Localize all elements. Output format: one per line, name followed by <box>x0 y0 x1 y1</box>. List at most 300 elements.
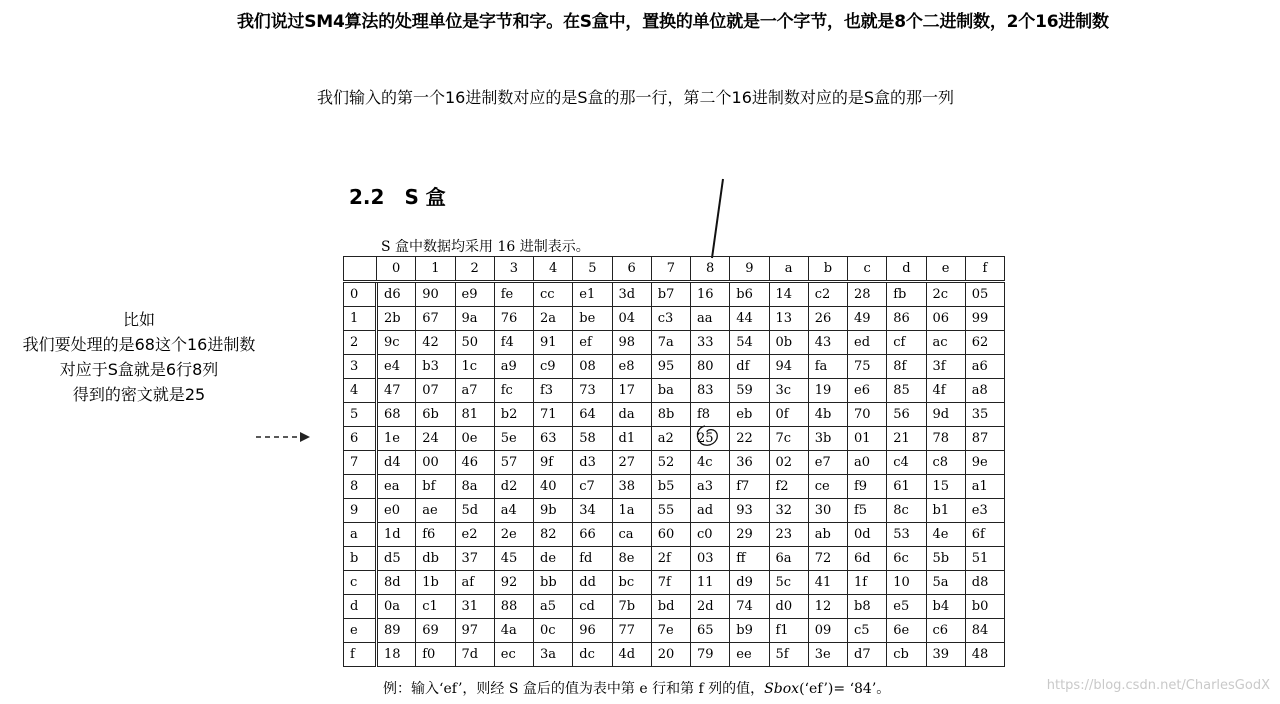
sbox-cell: cb <box>887 643 926 667</box>
sbox-cell: f6 <box>416 523 455 547</box>
sbox-cell: ed <box>848 331 887 355</box>
sbox-cell: 91 <box>534 331 573 355</box>
sbox-cell: b1 <box>926 499 965 523</box>
sbox-cell: 12 <box>808 595 847 619</box>
sbox-cell: 21 <box>887 427 926 451</box>
sbox-cell: e3 <box>965 499 1004 523</box>
sbox-cell: 9d <box>926 403 965 427</box>
sbox-cell: 13 <box>769 307 808 331</box>
sbox-cell: 10 <box>887 571 926 595</box>
table-caption: S 盒中数据均采用 16 进制表示。 <box>381 239 590 255</box>
sbox-cell: 08 <box>573 355 612 379</box>
sbox-column-header: 3 <box>494 257 533 282</box>
sbox-cell: ca <box>612 523 651 547</box>
sbox-cell: 76 <box>494 307 533 331</box>
sbox-cell: d0 <box>769 595 808 619</box>
sbox-cell: aa <box>691 307 730 331</box>
sbox-cell: 0c <box>534 619 573 643</box>
sbox-cell: e2 <box>455 523 494 547</box>
sbox-cell: 85 <box>887 379 926 403</box>
intro-line-1: 我们说过SM4算法的处理单位是字节和字。在S盒中，置换的单位就是一个字节，也就是8个二进制数，2个16进制数 <box>237 12 1109 32</box>
sbox-cell: 64 <box>573 403 612 427</box>
sbox-row-header: 2 <box>344 331 377 355</box>
sbox-cell: b8 <box>848 595 887 619</box>
sbox-column-header: 2 <box>455 257 494 282</box>
sbox-cell: 1e <box>377 427 416 451</box>
sbox-cell: 97 <box>455 619 494 643</box>
sbox-cell: 25 <box>691 427 730 451</box>
sbox-cell: 82 <box>534 523 573 547</box>
sbox-cell: fb <box>887 282 926 307</box>
sbox-cell: a3 <box>691 475 730 499</box>
note-line: 比如 <box>122 310 155 329</box>
sbox-cell: b9 <box>730 619 769 643</box>
sbox-cell: 15 <box>926 475 965 499</box>
sbox-column-header: 4 <box>534 257 573 282</box>
sbox-cell: ef <box>573 331 612 355</box>
sbox-cell: 03 <box>691 547 730 571</box>
sbox-cell: 7c <box>769 427 808 451</box>
sbox-cell: dd <box>573 571 612 595</box>
sbox-row-header: a <box>344 523 377 547</box>
example-line <box>383 678 890 698</box>
sbox-cell: 3b <box>808 427 847 451</box>
sbox-row-header: 7 <box>344 451 377 475</box>
sbox-cell: f0 <box>416 643 455 667</box>
sbox-cell: e5 <box>887 595 926 619</box>
sbox-cell: 23 <box>769 523 808 547</box>
sbox-column-header: 0 <box>377 257 416 282</box>
sbox-cell: a7 <box>455 379 494 403</box>
sbox-cell: 96 <box>573 619 612 643</box>
sbox-cell: 37 <box>455 547 494 571</box>
sbox-cell: 48 <box>965 643 1004 667</box>
sbox-cell: 33 <box>691 331 730 355</box>
sbox-cell: 80 <box>691 355 730 379</box>
sbox-cell: f1 <box>769 619 808 643</box>
sbox-cell: 0b <box>769 331 808 355</box>
sbox-cell: ee <box>730 643 769 667</box>
sbox-row <box>344 595 1005 619</box>
sbox-cell: 74 <box>730 595 769 619</box>
sbox-cell: 6b <box>416 403 455 427</box>
sbox-cell: 57 <box>494 451 533 475</box>
sbox-row-header: c <box>344 571 377 595</box>
sbox-row-header: 3 <box>344 355 377 379</box>
sbox-cell: ba <box>651 379 690 403</box>
sbox-row <box>344 475 1005 499</box>
sbox-cell: d4 <box>377 451 416 475</box>
sbox-cell: 35 <box>965 403 1004 427</box>
sbox-column-header: a <box>769 257 808 282</box>
sbox-cell: 99 <box>965 307 1004 331</box>
sbox-cell: 5b <box>926 547 965 571</box>
sbox-cell: 77 <box>612 619 651 643</box>
sbox-cell: 1a <box>612 499 651 523</box>
sbox-cell: 71 <box>534 403 573 427</box>
sbox-cell: d3 <box>573 451 612 475</box>
sbox-cell: 4d <box>612 643 651 667</box>
sbox-cell: 81 <box>455 403 494 427</box>
sbox-row-header: b <box>344 547 377 571</box>
sbox-cell: b0 <box>965 595 1004 619</box>
sbox-cell: 73 <box>573 379 612 403</box>
example-text-1: 例：输入‘ef’，则经 S 盒后的值为表中第 e 行和第 f 列的值， <box>383 681 765 697</box>
sbox-cell: 3c <box>769 379 808 403</box>
sbox-cell: 6e <box>887 619 926 643</box>
sbox-cell: a6 <box>965 355 1004 379</box>
sbox-cell: a9 <box>494 355 533 379</box>
sbox-cell: 72 <box>808 547 847 571</box>
sbox-cell: b4 <box>926 595 965 619</box>
sbox-cell: 4e <box>926 523 965 547</box>
sbox-cell: a2 <box>651 427 690 451</box>
sbox-cell: 43 <box>808 331 847 355</box>
sbox-cell: 02 <box>769 451 808 475</box>
sbox-cell: 98 <box>612 331 651 355</box>
sbox-cell: e9 <box>455 282 494 307</box>
sbox-cell: fa <box>808 355 847 379</box>
sbox-cell: a5 <box>534 595 573 619</box>
sbox-cell: b5 <box>651 475 690 499</box>
example-note <box>0 307 278 407</box>
sbox-cell: 87 <box>965 427 1004 451</box>
sbox-cell: 90 <box>416 282 455 307</box>
sbox-cell: 06 <box>926 307 965 331</box>
sbox-column-header: 8 <box>691 257 730 282</box>
sbox-row <box>344 403 1005 427</box>
sbox-cell: 3a <box>534 643 573 667</box>
sbox-cell: 84 <box>965 619 1004 643</box>
sbox-cell: 2f <box>651 547 690 571</box>
sbox-cell: 2d <box>691 595 730 619</box>
sbox-column-header: 1 <box>416 257 455 282</box>
sbox-cell: 86 <box>887 307 926 331</box>
sbox-cell: ec <box>494 643 533 667</box>
sbox-cell: 66 <box>573 523 612 547</box>
sbox-cell: d1 <box>612 427 651 451</box>
sbox-cell: cd <box>573 595 612 619</box>
sbox-cell: 44 <box>730 307 769 331</box>
sbox-cell: 6f <box>965 523 1004 547</box>
sbox-row <box>344 331 1005 355</box>
sbox-cell: 59 <box>730 379 769 403</box>
sbox-cell: ce <box>808 475 847 499</box>
sbox-cell: 28 <box>848 282 887 307</box>
sbox-cell: 94 <box>769 355 808 379</box>
watermark: https://blog.csdn.net/CharlesGodX <box>1046 678 1270 693</box>
sbox-cell: e6 <box>848 379 887 403</box>
dashed-arrow-icon <box>254 430 314 444</box>
sbox-cell: 3f <box>926 355 965 379</box>
sbox-row-header: 8 <box>344 475 377 499</box>
section-number: 2.2 <box>349 185 385 209</box>
sbox-row <box>344 307 1005 331</box>
sbox-row-header: e <box>344 619 377 643</box>
sbox-cell: f3 <box>534 379 573 403</box>
sbox-cell: 89 <box>377 619 416 643</box>
sbox-cell: d2 <box>494 475 533 499</box>
sbox-cell: 2a <box>534 307 573 331</box>
sbox-cell: 83 <box>691 379 730 403</box>
sbox-cell: 3d <box>612 282 651 307</box>
sbox-cell: b7 <box>651 282 690 307</box>
sbox-cell: 8f <box>887 355 926 379</box>
sbox-cell: 67 <box>416 307 455 331</box>
sbox-cell: 63 <box>534 427 573 451</box>
sbox-cell: 18 <box>377 643 416 667</box>
sbox-cell: ac <box>926 331 965 355</box>
sbox-row <box>344 451 1005 475</box>
example-text-2: (‘ef’)= ‘84’。 <box>799 681 891 697</box>
sbox-cell: 93 <box>730 499 769 523</box>
sbox-cell: b6 <box>730 282 769 307</box>
sbox-cell: 30 <box>808 499 847 523</box>
sbox-cell: db <box>416 547 455 571</box>
sbox-cell: cc <box>534 282 573 307</box>
sbox-cell: 01 <box>848 427 887 451</box>
sbox-row-header: d <box>344 595 377 619</box>
sbox-cell: 6d <box>848 547 887 571</box>
sbox-cell: 70 <box>848 403 887 427</box>
sbox-cell: 3e <box>808 643 847 667</box>
sbox-cell: c6 <box>926 619 965 643</box>
sbox-cell: f2 <box>769 475 808 499</box>
sbox-cell: 0e <box>455 427 494 451</box>
sbox-cell: 53 <box>887 523 926 547</box>
sbox-row <box>344 379 1005 403</box>
sbox-cell: 61 <box>887 475 926 499</box>
sbox-cell: 2e <box>494 523 533 547</box>
sbox-cell: c5 <box>848 619 887 643</box>
sbox-body <box>344 282 1005 667</box>
sbox-cell: 47 <box>377 379 416 403</box>
sbox-column-header: e <box>926 257 965 282</box>
section-heading <box>349 181 446 210</box>
sbox-cell: 22 <box>730 427 769 451</box>
sbox-cell: cf <box>887 331 926 355</box>
sbox-row-header: f <box>344 643 377 667</box>
sbox-row <box>344 427 1005 451</box>
sbox-cell: 26 <box>808 307 847 331</box>
sbox-cell: 39 <box>926 643 965 667</box>
sbox-row-header: 5 <box>344 403 377 427</box>
sbox-cell: f9 <box>848 475 887 499</box>
sbox-cell: d7 <box>848 643 887 667</box>
sbox-cell: c8 <box>926 451 965 475</box>
sbox-cell: 68 <box>377 403 416 427</box>
note-line: 对应于S盒就是6行8列 <box>59 360 219 379</box>
sbox-cell: 9c <box>377 331 416 355</box>
sbox-cell: 20 <box>651 643 690 667</box>
sbox-cell: b2 <box>494 403 533 427</box>
sbox-cell: 17 <box>612 379 651 403</box>
sbox-cell: d9 <box>730 571 769 595</box>
sbox-cell: 51 <box>965 547 1004 571</box>
sbox-cell: 24 <box>416 427 455 451</box>
sbox-cell: 79 <box>691 643 730 667</box>
sbox-cell: 62 <box>965 331 1004 355</box>
sbox-cell: 5d <box>455 499 494 523</box>
sbox-row-header: 4 <box>344 379 377 403</box>
sbox-cell: 38 <box>612 475 651 499</box>
sbox-cell: 9b <box>534 499 573 523</box>
sbox-cell: 65 <box>691 619 730 643</box>
sbox-column-header: 5 <box>573 257 612 282</box>
sbox-column-header: d <box>887 257 926 282</box>
sbox-cell: 92 <box>494 571 533 595</box>
sbox-cell: a8 <box>965 379 1004 403</box>
sbox-cell: be <box>573 307 612 331</box>
sbox-cell: 8b <box>651 403 690 427</box>
sbox-cell: a4 <box>494 499 533 523</box>
sbox-cell: 07 <box>416 379 455 403</box>
section-title: S 盒 <box>404 185 446 209</box>
sbox-cell: 04 <box>612 307 651 331</box>
sbox-cell: 0d <box>848 523 887 547</box>
sbox-cell: 31 <box>455 595 494 619</box>
sbox-cell: bb <box>534 571 573 595</box>
sbox-cell: c9 <box>534 355 573 379</box>
sbox-cell: 2c <box>926 282 965 307</box>
example-func: Sbox <box>764 681 800 697</box>
sbox-row <box>344 571 1005 595</box>
sbox-cell: 7b <box>612 595 651 619</box>
sbox-cell: e0 <box>377 499 416 523</box>
sbox-cell: de <box>534 547 573 571</box>
sbox-cell: 9f <box>534 451 573 475</box>
sbox-row-header: 1 <box>344 307 377 331</box>
sbox-cell: 41 <box>808 571 847 595</box>
sbox-row-header: 0 <box>344 282 377 307</box>
sbox-cell: 0f <box>769 403 808 427</box>
sbox-cell: 52 <box>651 451 690 475</box>
sbox-cell: 4c <box>691 451 730 475</box>
sbox-cell: ff <box>730 547 769 571</box>
sbox-cell: fe <box>494 282 533 307</box>
sbox-cell: d5 <box>377 547 416 571</box>
sbox-cell: 05 <box>965 282 1004 307</box>
sbox-cell: 88 <box>494 595 533 619</box>
sbox-cell: 6a <box>769 547 808 571</box>
sbox-cell: 0a <box>377 595 416 619</box>
sbox-cell: 29 <box>730 523 769 547</box>
sbox-cell: 8c <box>887 499 926 523</box>
sbox-cell: fd <box>573 547 612 571</box>
sbox-cell: 54 <box>730 331 769 355</box>
sbox-cell: c3 <box>651 307 690 331</box>
sbox-table <box>343 256 1005 667</box>
sbox-cell: 42 <box>416 331 455 355</box>
sbox-row <box>344 499 1005 523</box>
sbox-cell: 1f <box>848 571 887 595</box>
sbox-cell: 7f <box>651 571 690 595</box>
sbox-cell: 55 <box>651 499 690 523</box>
sbox-cell: 2b <box>377 307 416 331</box>
intro-line-2: 我们输入的第一个16进制数对应的是S盒的那一行，第二个16进制数对应的是S盒的那一列 <box>317 88 955 107</box>
sbox-cell: ae <box>416 499 455 523</box>
sbox-cell: 56 <box>887 403 926 427</box>
sbox-cell: 1d <box>377 523 416 547</box>
sbox-cell: da <box>612 403 651 427</box>
sbox-column-header: f <box>965 257 1004 282</box>
sbox-cell: 7d <box>455 643 494 667</box>
sbox-cell: df <box>730 355 769 379</box>
sbox-cell: 9e <box>965 451 1004 475</box>
sbox-cell: c4 <box>887 451 926 475</box>
sbox-column-header: 9 <box>730 257 769 282</box>
sbox-cell: 6c <box>887 547 926 571</box>
sbox-row <box>344 355 1005 379</box>
sbox-cell: bf <box>416 475 455 499</box>
sbox-cell: f5 <box>848 499 887 523</box>
sbox-cell: bd <box>651 595 690 619</box>
sbox-cell: 1c <box>455 355 494 379</box>
sbox-cell: 5c <box>769 571 808 595</box>
sbox-cell: e1 <box>573 282 612 307</box>
sbox-row <box>344 547 1005 571</box>
sbox-cell: c1 <box>416 595 455 619</box>
sbox-cell: e4 <box>377 355 416 379</box>
sbox-cell: 00 <box>416 451 455 475</box>
sbox-cell: 34 <box>573 499 612 523</box>
sbox-cell: d8 <box>965 571 1004 595</box>
sbox-cell: 09 <box>808 619 847 643</box>
sbox-column-header: 7 <box>651 257 690 282</box>
sbox-cell: 5a <box>926 571 965 595</box>
sbox-cell: 4f <box>926 379 965 403</box>
sbox-column-header: 6 <box>612 257 651 282</box>
sbox-cell: 58 <box>573 427 612 451</box>
sbox-column-header: c <box>848 257 887 282</box>
sbox-cell: 8d <box>377 571 416 595</box>
sbox-cell: 36 <box>730 451 769 475</box>
sbox-cell: fc <box>494 379 533 403</box>
sbox-cell: 4b <box>808 403 847 427</box>
sbox-corner-cell <box>344 257 377 282</box>
sbox-cell: ea <box>377 475 416 499</box>
sbox-cell: 95 <box>651 355 690 379</box>
sbox-cell: 69 <box>416 619 455 643</box>
sbox-cell: f7 <box>730 475 769 499</box>
sbox-cell: 75 <box>848 355 887 379</box>
sbox-cell: f4 <box>494 331 533 355</box>
sbox-cell: 19 <box>808 379 847 403</box>
sbox-cell: d6 <box>377 282 416 307</box>
sbox-cell: 45 <box>494 547 533 571</box>
sbox-cell: 5e <box>494 427 533 451</box>
sbox-cell: 5f <box>769 643 808 667</box>
sbox-cell: dc <box>573 643 612 667</box>
sbox-cell: 7e <box>651 619 690 643</box>
sbox-row <box>344 282 1005 307</box>
sbox-cell: b3 <box>416 355 455 379</box>
sbox-cell: f8 <box>691 403 730 427</box>
sbox-cell: 49 <box>848 307 887 331</box>
sbox-cell: c2 <box>808 282 847 307</box>
sbox-cell: 9a <box>455 307 494 331</box>
sbox-cell: 60 <box>651 523 690 547</box>
sbox-cell: c7 <box>573 475 612 499</box>
sbox-row-header: 9 <box>344 499 377 523</box>
sbox-cell: 50 <box>455 331 494 355</box>
sbox-cell: a0 <box>848 451 887 475</box>
sbox-cell: a1 <box>965 475 1004 499</box>
sbox-cell: 32 <box>769 499 808 523</box>
sbox-cell: ab <box>808 523 847 547</box>
sbox-cell: 4a <box>494 619 533 643</box>
sbox-cell: 46 <box>455 451 494 475</box>
